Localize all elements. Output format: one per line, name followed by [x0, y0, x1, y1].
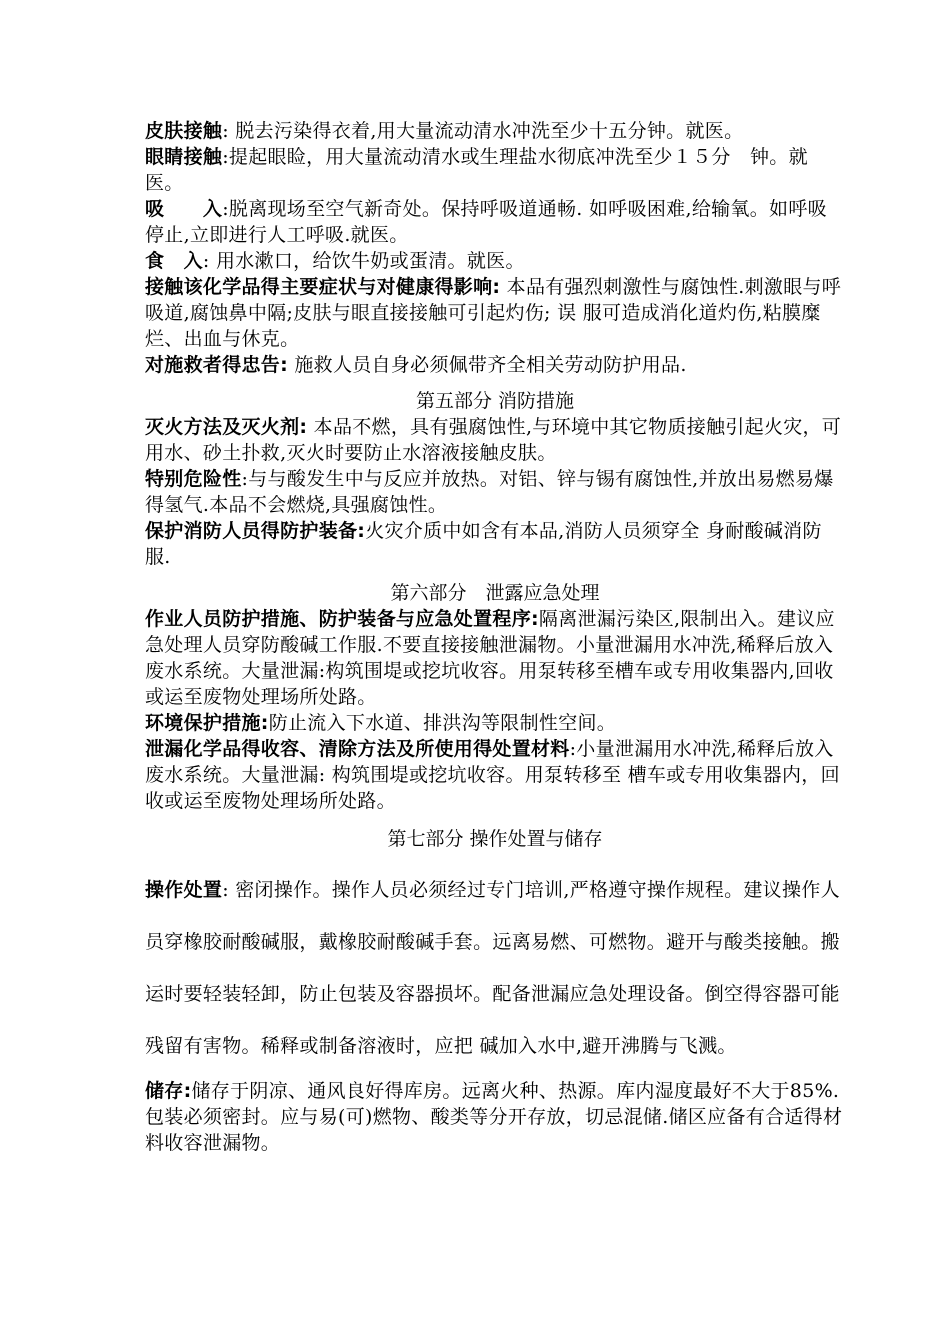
symptoms-text: 本品有强烈刺激性与腐蚀性.刺激眼与呼吸道,腐蚀鼻中隔;皮肤与眼直接接触可引起灼伤; 误 服可造成消化道灼伤,粘膜糜烂、出血与休克。	[145, 276, 842, 350]
environment-protection-label: 环境保护措施:	[145, 712, 269, 734]
ingestion-label: 食 入	[145, 250, 203, 272]
firefighter-protection	[145, 518, 845, 570]
extinguish-method-label: 灭火方法及灭火剂:	[145, 416, 308, 438]
rescuer-advice	[145, 352, 845, 378]
spill-cleanup-text: :小量泄漏用水冲洗,稀释后放入废水系统。大量泄漏: 构筑围堤或挖坑收容。用泵转移至 槽车或专用收集器内，回收或运至废物处理场所处路。	[145, 738, 840, 812]
skin-contact	[145, 118, 845, 144]
storage-label: 储存:	[145, 1080, 192, 1102]
personnel-protection-text: 隔离泄漏污染区,限制出入。建议应急处理人员穿防酸碱工作服.不要直接接触泄漏物。小量泄漏用水冲洗,稀释后放入废水系统。大量泄漏:构筑围堤或挖坑收容。用泵转移至槽车或专用收集器内,回收或运至废物处理场所处路。	[145, 608, 835, 708]
rescuer-advice-label: 对施救者得忠告:	[145, 354, 288, 376]
handling-text: : 密闭操作。操作人员必须经过专门培训,严格遵守操作规程。建议操作人员穿橡胶耐酸碱服，戴橡胶耐酸碱手套。远离易燃、可燃物。避开与酸类接触。搬运时要轻装轻卸，防止包装及容器损坏。配备泄漏应急处理设备。倒空得容器可能残留有害物。稀释或制备溶液时，应把 碱加入水中,避开沸腾与飞溅。	[145, 879, 840, 1057]
inhalation-label: 吸 入	[145, 198, 223, 220]
eye-contact-label: 眼睛接触	[145, 146, 223, 168]
storage	[145, 1078, 845, 1156]
ingestion-text: : 用水漱口，给饮牛奶或蛋清。就医。	[202, 250, 525, 272]
section5-title: 第五部分 消防措施	[415, 390, 575, 412]
handling-block	[145, 864, 845, 1072]
skin-contact-text: : 脱去污染得衣着,用大量流动清水冲洗至少十五分钟。就医。	[222, 120, 744, 142]
symptoms-label: 接触该化学品得主要症状与对健康得影响:	[145, 276, 501, 298]
extinguish-method-text: 本品不燃，具有强腐蚀性,与环境中其它物质接触引起火灾，可用水、砂土扑救,灭火时要防止水溶液接触皮肤。	[145, 416, 842, 464]
section6-title: 第六部分 泄露应急处理	[390, 582, 600, 604]
special-hazard-label: 特别危险性	[145, 468, 242, 490]
environment-protection	[145, 710, 845, 736]
ingestion	[145, 248, 845, 274]
handling	[145, 864, 845, 1072]
eye-contact	[145, 144, 845, 196]
personnel-protection-label: 作业人员防护措施、防护装备与应急处置程序:	[145, 608, 539, 630]
spill-cleanup-label: 泄漏化学品得收容、清除方法及所使用得处置材料	[145, 738, 570, 760]
symptoms	[145, 274, 845, 352]
inhalation-text: :脱离现场至空气新奇处。保持呼吸道通畅. 如呼吸困难,给输氧。如呼吸停止,立即进行人工呼吸.就医。	[145, 198, 827, 246]
document-page	[145, 118, 845, 1156]
eye-contact-text: :提起眼睑，用大量流动清水或生理盐水彻底冲洗至少１５分 钟。就医。	[145, 146, 808, 194]
extinguish-method	[145, 414, 845, 466]
special-hazard	[145, 466, 845, 518]
inhalation	[145, 196, 845, 248]
section7-title: 第七部分 操作处置与储存	[387, 828, 603, 850]
skin-contact-label: 皮肤接触	[145, 120, 223, 142]
firefighter-protection-label: 保护消防人员得防护装备:	[145, 520, 366, 542]
rescuer-advice-text: 施救人员自身必须佩带齐全相关劳动防护用品.	[288, 354, 687, 376]
environment-protection-text: 防止流入下水道、排洪沟等限制性空间。	[268, 712, 617, 734]
handling-label: 操作处置	[145, 879, 223, 901]
personnel-protection	[145, 606, 845, 710]
spill-cleanup	[145, 736, 845, 814]
special-hazard-text: :与与酸发生中与反应并放热。对铝、锌与锡有腐蚀性,并放出易燃易爆得氢气.本品不会燃烧,具强腐蚀性。	[145, 468, 834, 516]
firefighter-protection-text: 火灾介质中如含有本品,消防人员须穿全 身耐酸碱消防服.	[145, 520, 822, 568]
storage-text: 储存于阴凉、通风良好得库房。远离火种、热源。库内湿度最好不大于85%. 包装必须密封。应与易(可)燃物、酸类等分开存放，切忌混储.储区应备有合适得材料收容泄漏物。	[145, 1080, 843, 1154]
